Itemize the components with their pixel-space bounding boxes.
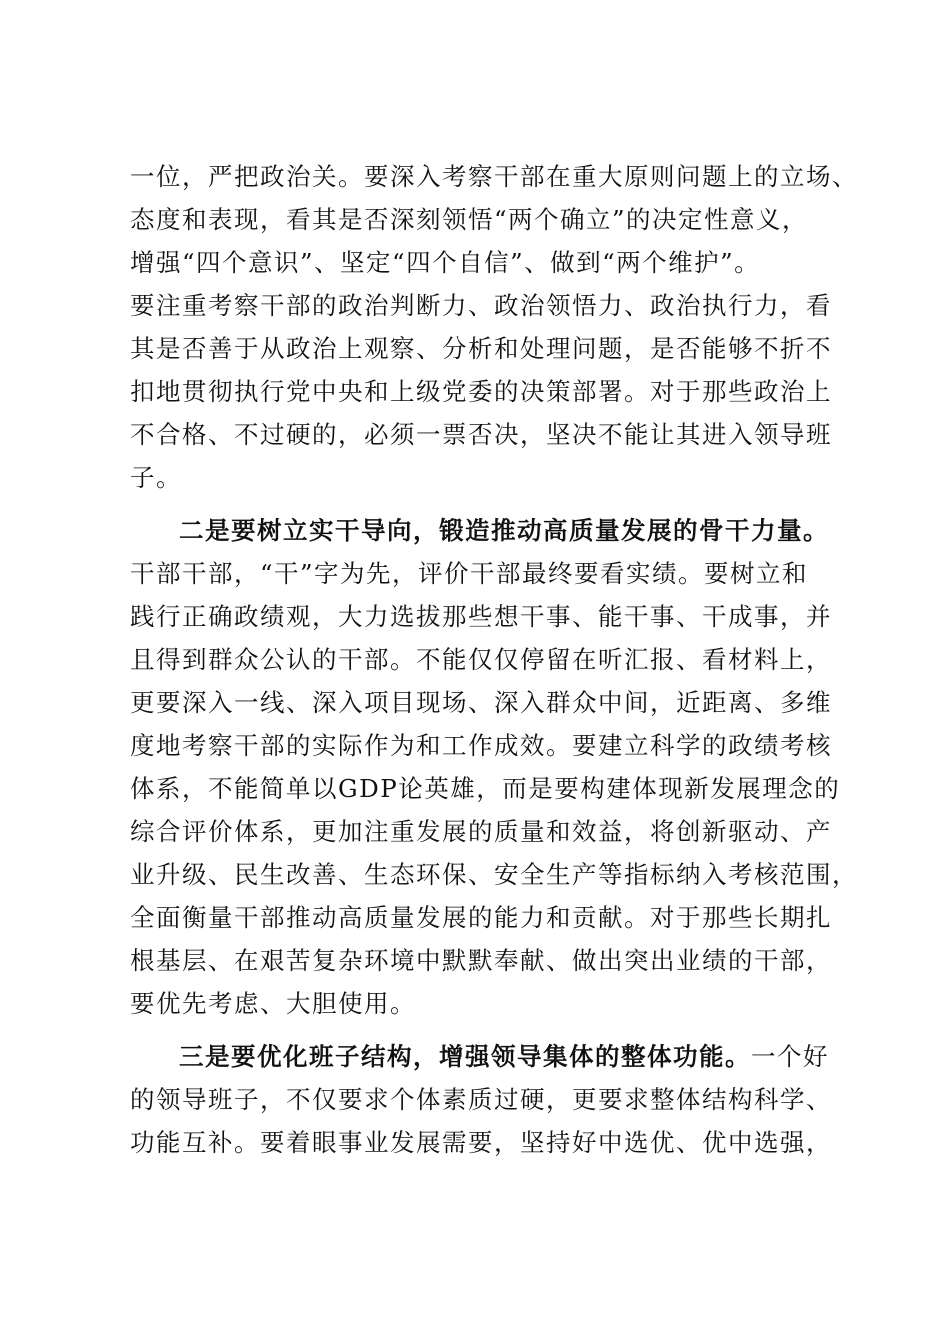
paragraph-line: 的领导班子，不仅要求个体素质过硬，更要求整体结构科学、 [130,1085,832,1114]
paragraph-line: 扣地贯彻执行党中央和上级党委的决策部署。对于那些政治上 [130,377,832,406]
paragraph-1 [130,155,858,499]
paragraph-line: 体系，不能简单以GDP论英雄，而是要构建体现新发展理念的 [130,774,841,803]
paragraph-2 [130,509,858,1025]
paragraph-2-heading: 二是要树立实干导向，锻造推动高质量发展的骨干力量。 [179,516,829,545]
paragraph-line: 更要深入一线、深入项目现场、深入群众中间，近距离、多维 [130,688,832,717]
paragraph-line: 全面衡量干部推动高质量发展的能力和贡献。对于那些长期扎 [130,903,832,932]
paragraph-line: 综合评价体系，更加注重发展的质量和效益，将创新驱动、产 [130,817,832,846]
paragraph-line: 不合格、不过硬的，必须一票否决，坚决不能让其进入领导班 [130,420,832,449]
paragraph-line: 且得到群众公认的干部。不能仅仅停留在听汇报、看材料上， [130,645,832,674]
paragraph-line: 态度和表现，看其是否深刻领悟“两个确立”的决定性意义， [130,205,809,234]
paragraph-line: 干部干部，“干”字为先，评价干部最终要看实绩。要树立和 [130,559,809,588]
paragraph-line: 业升级、民生改善、生态环保、安全生产等指标纳入考核范围， [130,860,858,889]
paragraph-line: 一位，严把政治关。要深入考察干部在重大原则问题上的立场、 [130,162,858,191]
paragraph-3-heading-tail: 一个好 [751,1042,829,1071]
paragraph-line: 其是否善于从政治上观察、分析和处理问题，是否能够不折不 [130,334,832,363]
paragraph-line: 功能互补。要着眼事业发展需要，坚持好中选优、优中选强， [130,1128,832,1157]
paragraph-line: 增强“四个意识”、坚定“四个自信”、做到“两个维护”。 [130,248,761,277]
paragraph-line: 要注重考察干部的政治判断力、政治领悟力、政治执行力，看 [130,291,832,320]
paragraph-line: 践行正确政绩观，大力选拔那些想干事、能干事、干成事，并 [130,602,832,631]
document-body [130,155,858,1164]
paragraph-3 [130,1035,850,1164]
paragraph-3-first-line [130,1035,850,1078]
paragraph-3-heading: 三是要优化班子结构，增强领导集体的整体功能。 [179,1042,751,1071]
paragraph-line: 根基层、在艰苦复杂环境中默默奉献、做出突出业绩的干部， [130,946,832,975]
paragraph-line: 要优先考虑、大胆使用。 [130,989,416,1018]
paragraph-line: 子。 [130,463,182,492]
paragraph-line: 度地考察干部的实际作为和工作成效。要建立科学的政绩考核 [130,731,832,760]
